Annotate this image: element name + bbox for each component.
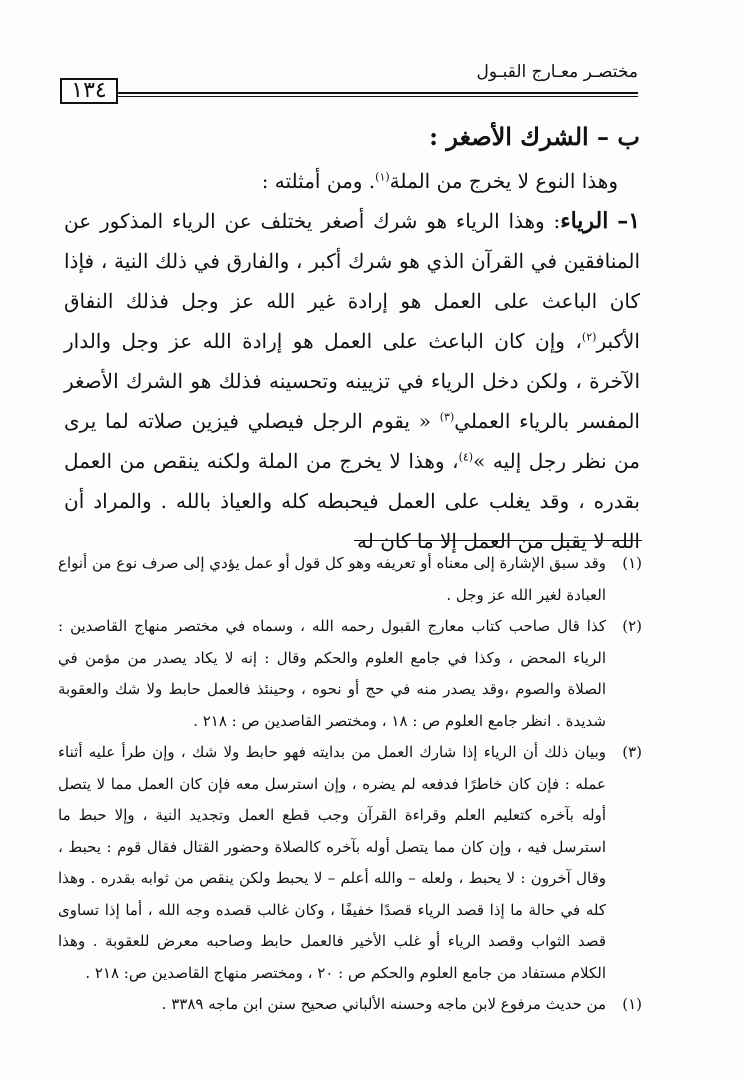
footnote-item bbox=[58, 611, 642, 737]
footnote-text: وقد سبق الإشارة إلى معناه أو تعريفه وهو كل قول أو عمل يؤدي إلى صرف نوع من أنواع العبادة لغير الله عز وجل . bbox=[58, 554, 606, 604]
footnote-number: (٣) bbox=[622, 743, 642, 761]
item-number: ١– bbox=[617, 208, 641, 234]
hadith-quote: « يقوم الرجل فيصلي فيزين صلاته لما يرى من نظر رجل إليه » bbox=[64, 409, 640, 473]
footnote-ref-4: (٤) bbox=[458, 450, 474, 464]
footnote-text: كذا قال صاحب كتاب معارج القبول رحمه الله ، وسماه في مختصر منهاج القاصدين : الرياء المحض ، وكذا في جامع العلوم والحكم وقال : إنه لا يكاد يصدر من مؤمن في الصلاة والصوم ،وقد يصدر منه في حج أو نحوه ، وحينئذ فالعمل حابط ولا شك والعقوبة شديدة . انظر جامع العلوم ص : ١٨ ، ومختصر القاصدين ص : ٢١٨ . bbox=[58, 617, 606, 730]
footnote-number: (١) bbox=[622, 995, 642, 1013]
footnote-number: (١) bbox=[622, 554, 642, 572]
footnote-number: (٢) bbox=[622, 617, 642, 635]
item-text-1: : وهذا الرياء هو شرك أصغر يختلف عن الرياء المذكور عن المنافقين في القرآن الذي هو شرك أكبر ، والفارق في ذلك النية ، فإذا كان الباعث على العمل هو إرادة غير الله عز وجل فذلك النفاق الأكبر bbox=[64, 209, 640, 353]
book-title: مختصـر معـارج القبـول bbox=[476, 62, 638, 82]
section-heading: ب – الشرك الأصغر : bbox=[429, 122, 640, 151]
item-text-3: ، وهذا لا يخرج من الملة ولكنه ينقص من العمل بقدره ، وقد يغلب على العمل فيحبطه كله والعياذ بالله . والمراد أن الله لا يقبل من العمل إلا ما كان له bbox=[64, 449, 640, 553]
page-number: ١٣٤ bbox=[60, 78, 118, 104]
footnote-text: وبيان ذلك أن الرياء إذا شارك العمل من بدايته فهو حابط ولا شك ، وإن طرأ عليه أثناء عمله : فإن كان خاطرًا فدفعه لم يضره ، وإن استرسل معه فإن كان العمل مما لا يتصل أوله بآخره كتعليم العلم وقراءة القرآن وجب قطع العمل وتجديد النية ، وإلا حبط ما استرسل فيه ، وإن كان مما يتصل أوله بآخره كالصلاة وحضور القتال فقال قوم : يحبط ، وقال آخرون : لا يحبط ، ولعله – والله أعلم – لا يحبط ولكن ينقص من ثوابه بقدره . وهذا كله في حالة ما إذا قصد الرياء قصدًا خفيفًا ، وكان غالب قصده وجه الله ، أما إذا تساوى قصد الثواب وقصد الرياء أو غلب الأخير فالعمل حابط وصاحبه معرض للعقوبة . وهذا الكلام مستفاد من جامع العلوم والحكم ص : ٢٠ ، ومختصر منهاج القاصدين ص: ٢١٨ . bbox=[58, 743, 606, 982]
intro-paragraph bbox=[64, 161, 618, 201]
page-header bbox=[60, 60, 638, 104]
footnote-ref-2: (٢) bbox=[581, 330, 597, 344]
intro-text: وهذا النوع لا يخرج من الملة bbox=[389, 169, 618, 193]
header-rule-thin bbox=[118, 96, 638, 97]
main-text bbox=[64, 122, 640, 561]
footnote-text: من حديث مرفوع لابن ماجه وحسنه الألباني صحيح سنن ابن ماجه ٣٣٨٩ . bbox=[161, 995, 606, 1013]
footnote-item bbox=[58, 737, 642, 989]
footnote-item bbox=[58, 548, 642, 611]
footnotes bbox=[58, 548, 642, 1021]
footnote-ref-3: (٣) bbox=[439, 410, 455, 424]
footnote-separator bbox=[354, 540, 642, 541]
item-text-2: ، وإن كان الباعث على العمل هو إرادة الله عز وجل والدار الآخرة ، ولكن دخل الرياء في تزيينه وتحسينه فذلك هو الشرك الأصغر المفسر بالرياء العملي bbox=[64, 329, 640, 433]
header-rule bbox=[118, 92, 638, 94]
footnote-ref-1: (١) bbox=[375, 170, 390, 184]
list-item-riya bbox=[64, 201, 640, 561]
footnote-item bbox=[58, 989, 642, 1021]
item-term: الرياء bbox=[560, 208, 609, 234]
intro-text-end: . ومن أمثلته : bbox=[261, 169, 376, 193]
